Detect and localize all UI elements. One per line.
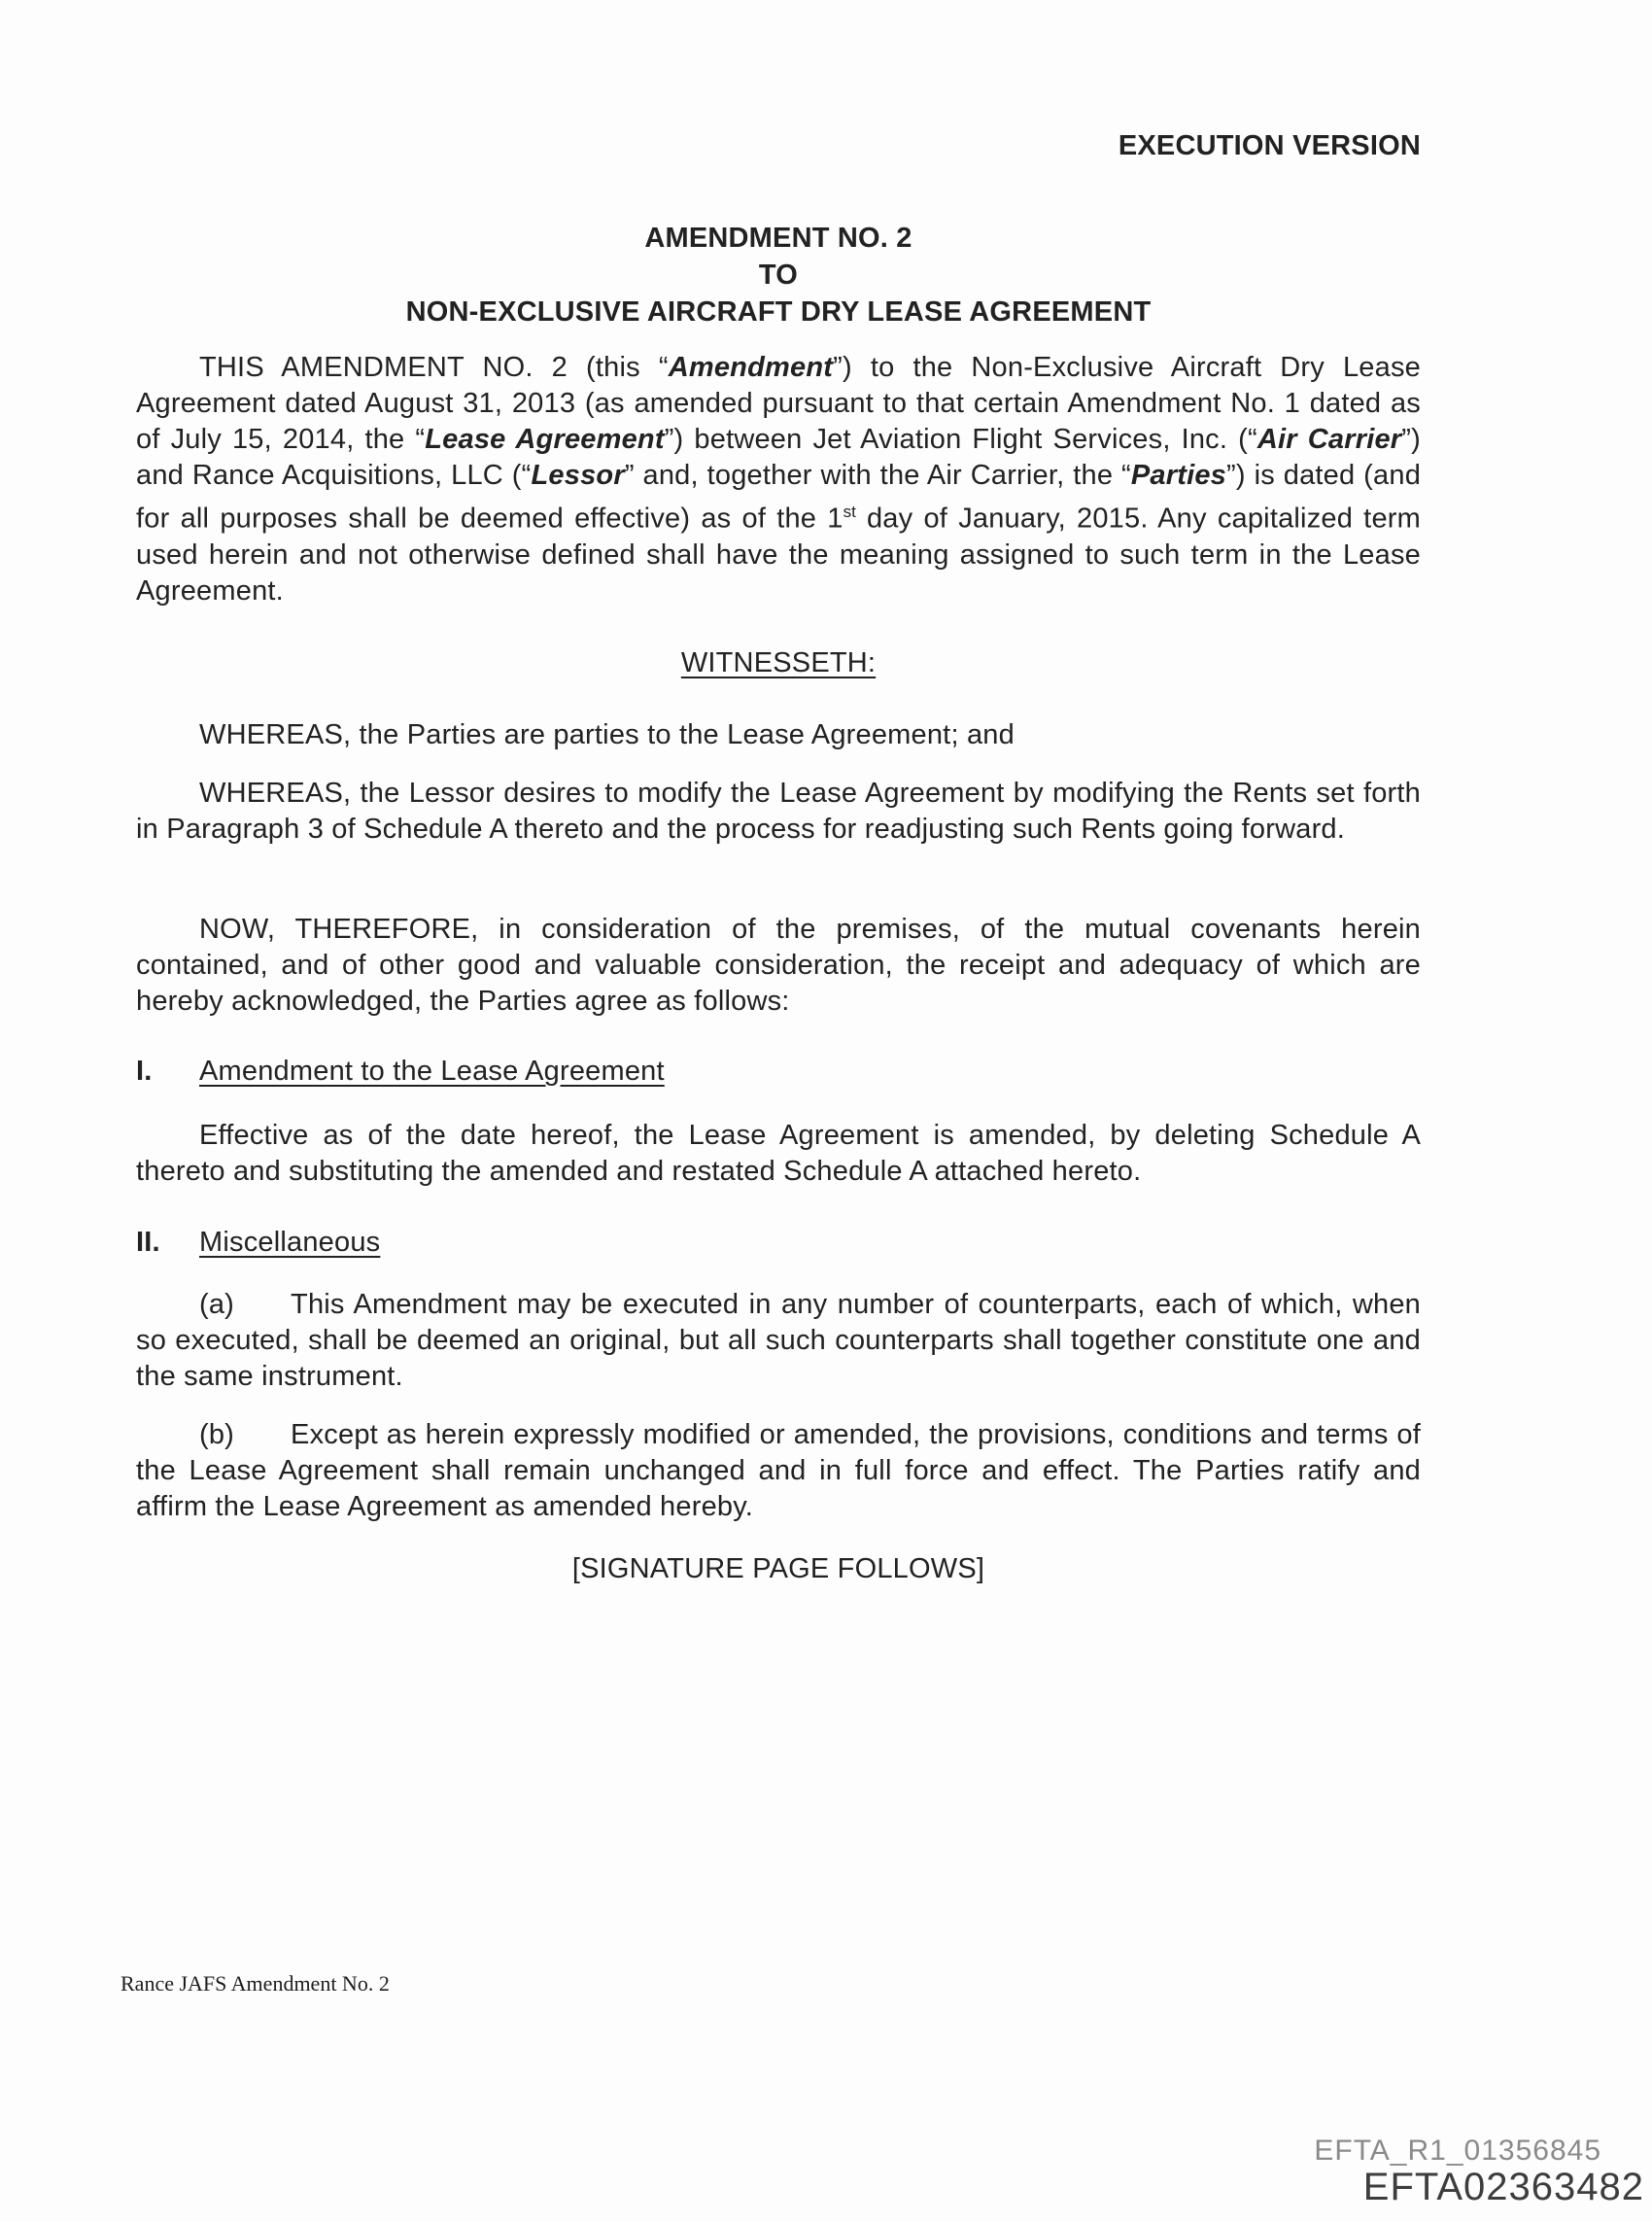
witnesseth-label: WITNESSETH: [680,647,877,678]
section-2-title: Miscellaneous [199,1227,381,1258]
intro-paragraph [136,350,1421,609]
intro-text: ”) is dated (and for all purposes shall be deemed effective) as of the 1 [136,460,1422,535]
intro-text: ”) to the Non-Exclusive Aircraft Dry Lease Agreement dated August 31, 2013 (as amended pursuant to that certain Amendment No. 1 dated as of July 15, 2014, the “ [136,352,1421,455]
now-therefore-paragraph: NOW, THEREFORE, in consideration of the premises, of the mutual covenants herein contained, and of other good and valuable consideration, the receipt and adequacy of which are hereby acknowledged, the Parties agree as follows: [136,914,1421,1017]
defined-term-parties: Parties [1130,460,1227,491]
section-2-number: II. [136,1227,160,1258]
section-1-title: Amendment to the Lease Agreement [199,1056,665,1087]
intro-text: day of January, 2015. Any capitalized term used herein and not otherwise defined shall have the meaning assigned to such term in the Lease Agreement. [136,503,1421,607]
execution-version-stamp: EXECUTION VERSION [1118,130,1421,161]
item-b-text: Except as herein expressly modified or amended, the provisions, conditions and terms of the Lease Agreement shall remain unchanged and in full force and effect. The Parties ratify and affirm the Lease Agreement as amended hereby. [136,1419,1421,1522]
bates-stamp-upper: EFTA_R1_01356845 [1314,2135,1601,2167]
section-2-item-b [136,1417,1421,1525]
document-title [136,220,1421,330]
title-line-2: TO [758,260,799,291]
section-1-number: I. [136,1056,153,1087]
title-line-1: AMENDMENT NO. 2 [644,223,912,254]
whereas-clause-1: WHEREAS, the Parties are parties to the Lease Agreement; and [199,719,1015,750]
witnesseth-heading [136,645,1421,681]
defined-term-amendment: Amendment [668,352,834,383]
defined-term-lessor: Lessor [531,460,625,491]
ordinal-superscript: st [843,503,856,521]
title-line-3: NON-EXCLUSIVE AIRCRAFT DRY LEASE AGREEMENT [405,296,1152,328]
intro-text: THIS AMENDMENT NO. 2 (this “ [199,352,669,383]
item-a-text: This Amendment may be executed in any number of counterparts, each of which, when so executed, shall be deemed an original, but all such counterparts shall together constitute one and the same instrument. [136,1289,1421,1392]
bates-stamp-lower: EFTA02363482 [1362,2166,1644,2208]
signature-page-note: [SIGNATURE PAGE FOLLOWS] [571,1553,985,1584]
section-2-item-a [136,1287,1421,1395]
whereas-clause-2: WHEREAS, the Lessor desires to modify the Lease Agreement by modifying the Rents set forth in Paragraph 3 of Schedule A thereto and the process for readjusting such Rents going forward. [136,778,1421,845]
defined-term-lease-agreement: Lease Agreement [425,424,665,455]
document-content [136,0,1421,2222]
item-b-label: (b) [199,1419,235,1450]
defined-term-air-carrier: Air Carrier [1256,424,1402,455]
section-1-heading [136,1054,1421,1090]
section-1-paragraph: Effective as of the date hereof, the Lease Agreement is amended, by deleting Schedule A thereto and substituting the amended and restated Schedule A attached hereto. [136,1120,1421,1187]
footer-document-reference: Rance JAFS Amendment No. 2 [120,1971,390,1996]
intro-text: ”) and Rance Acquisitions, LLC (“ [136,424,1421,491]
intro-text: ”) between Jet Aviation Flight Services, Inc. (“ [664,424,1257,455]
intro-text: ” and, together with the Air Carrier, the “ [624,460,1131,491]
item-a-label: (a) [199,1289,235,1320]
section-2-heading [136,1225,1421,1261]
